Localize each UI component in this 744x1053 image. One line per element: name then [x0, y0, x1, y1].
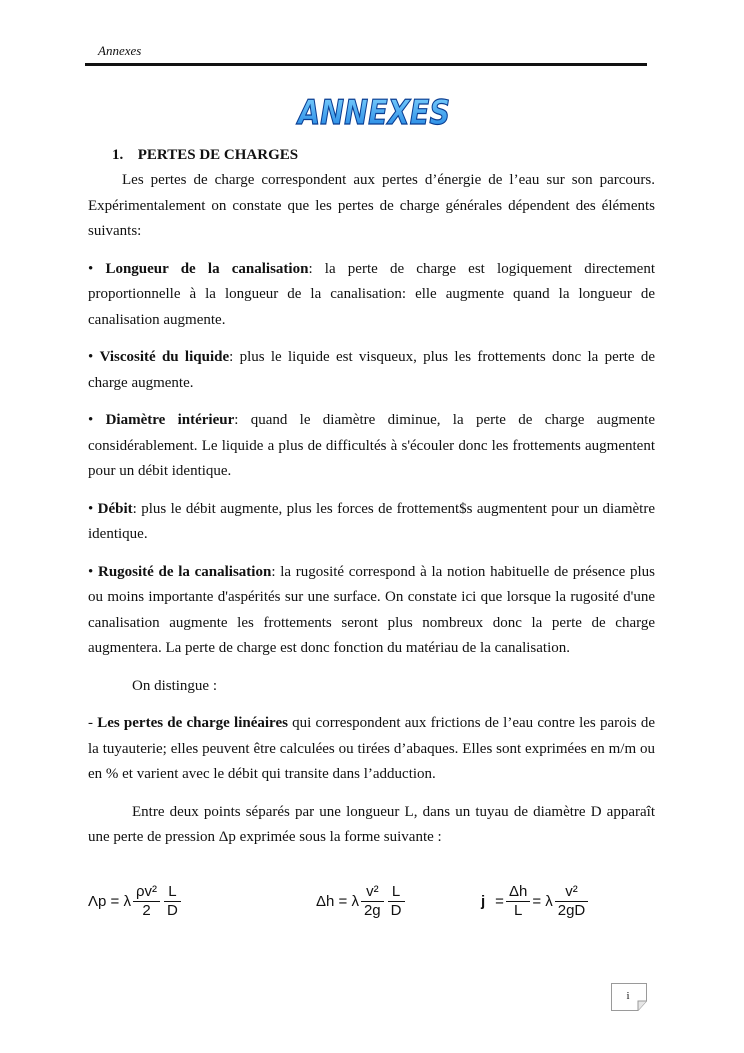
- formula-delta-h: [316, 876, 407, 926]
- page-number-box: [611, 983, 647, 1011]
- item-length: [88, 257, 655, 334]
- formula-lhs: j: [481, 892, 486, 910]
- section-heading: [112, 144, 655, 166]
- bullet: •: [88, 260, 94, 277]
- denominator: L: [513, 901, 523, 919]
- document-body: [88, 140, 655, 863]
- fraction: [555, 883, 589, 920]
- linear-losses-paragraph: [88, 711, 655, 788]
- item-text: : la perte de charge est logiquement directement proportionnelle à la longueur de la canalisation: elle augmente quand la longueur de canalisation augmente.: [88, 260, 655, 328]
- item-roughness: [88, 560, 655, 662]
- item-text: : quand le diamètre diminue, la perte de charge augmente considérablement. Le liquide a plus de difficultés à s'écouler donc les frottements augmentent pour un débit identique.: [88, 412, 656, 479]
- item-text: : la rugosité correspond à la notion habituelle de présence plus ou moins importante d'aspérités sur une surface. On constate ici que lorsque la rugosité d'une canalisation augmente les frottements seront plus nombreux donc la perte de charge augmentera. La perte de charge est donc fonction du matériau de la canalisation.: [88, 563, 655, 656]
- term: Viscosité du liquide: [99, 349, 230, 365]
- denominator: 2gD: [557, 901, 586, 919]
- numerator: L: [391, 882, 401, 900]
- item-text: : plus le liquide est visqueux, plus les frottements donc la perte de charge augmente.: [88, 349, 655, 391]
- denominator: D: [390, 901, 402, 919]
- svg-text:ANNEXES: ANNEXES: [295, 93, 450, 133]
- formulas-row: [88, 876, 655, 926]
- denominator: 2: [142, 901, 151, 919]
- term: Rugosité de la canalisation: [97, 563, 272, 580]
- fraction: [133, 883, 160, 920]
- fraction: [361, 883, 384, 920]
- item-text: qui correspondent aux frictions de l’eau contre les parois de la tuyauterie; elles peuvent être calculées ou tirées d’abaques. Elles sont exprimées en m/m ou en % et varient avec le débit qui transite dans l’adduction.: [88, 715, 655, 782]
- fraction: [164, 883, 181, 920]
- bullet: •: [88, 412, 94, 428]
- header-rule: [85, 63, 647, 66]
- item-viscosity: [88, 345, 655, 396]
- annexes-wordart-title: [294, 92, 454, 132]
- dash: -: [88, 715, 98, 731]
- term: Les pertes de charge linéaires: [97, 715, 288, 731]
- term: Diamètre intérieur: [105, 412, 235, 428]
- numerator: L: [168, 882, 177, 900]
- distinguish-paragraph: On distingue :: [132, 677, 217, 694]
- formula-lhs: Δh = λ: [316, 892, 359, 910]
- section-title: PERTES DE CHARGES: [137, 147, 299, 163]
- item-diameter: [88, 408, 655, 485]
- running-header: Annexes: [98, 43, 142, 58]
- between-paragraph: Entre deux points séparés par une longueur L, dans un tuyau de diamètre D apparaît une perte de pression Δp exprimée sous la forme suivante :: [88, 803, 655, 845]
- item-text: : plus le débit augmente, plus les forces de frottement$s augmentent pour un diamètre identique.: [88, 500, 655, 542]
- intro-paragraph: Les pertes de charge correspondent aux pertes d’énergie de l’eau sur son parcours. Expérimentalement on constate que les pertes de charge générales dépendent des éléments suivants:: [88, 172, 655, 239]
- bullet: •: [88, 563, 94, 580]
- page-number: i: [626, 990, 630, 1002]
- equals-lambda: = λ: [532, 892, 553, 910]
- numerator: v²: [565, 882, 578, 900]
- term: Débit: [97, 500, 133, 517]
- numerator: Δh: [508, 882, 528, 900]
- fraction: [388, 883, 405, 920]
- bullet: •: [88, 349, 94, 365]
- formula-lhs: Λp = λ: [88, 892, 131, 910]
- denominator: D: [167, 901, 178, 919]
- numerator: v²: [366, 882, 379, 900]
- formula-j: [481, 876, 590, 926]
- formula-delta-p: [88, 876, 183, 926]
- numerator: ρv²: [135, 882, 157, 900]
- denominator: 2g: [363, 901, 381, 919]
- equals-sign: =: [495, 892, 504, 910]
- bullet: •: [88, 500, 94, 517]
- item-flow: [88, 497, 655, 548]
- fraction: [506, 883, 530, 920]
- term: Longueur de la canalisation: [105, 260, 309, 277]
- section-number: 1.: [112, 147, 124, 163]
